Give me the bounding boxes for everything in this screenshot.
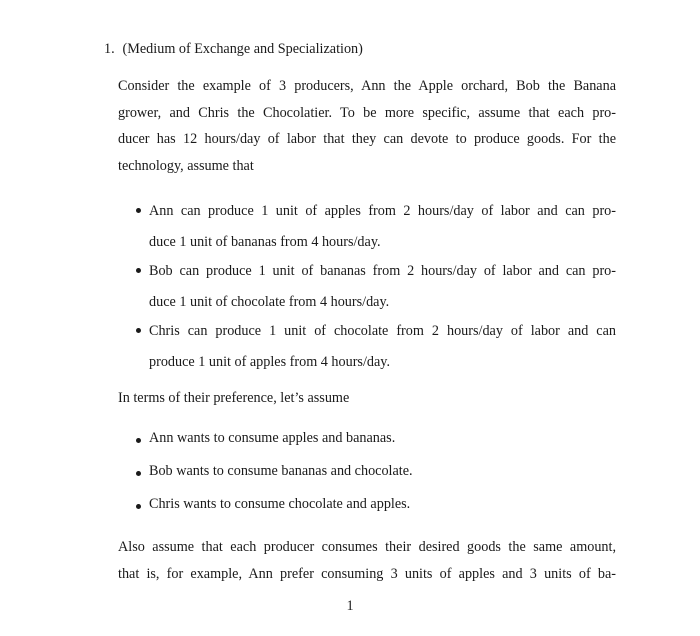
intro-paragraph [118,73,616,179]
intro-line: grower, and Chris the Chocolatier. To be more specific, assume that each pro- [118,104,616,121]
problem-title: (Medium of Exchange and Specialization) [122,41,363,57]
bullet-icon [136,438,141,443]
list-item-line: Chris can produce 1 unit of chocolate from 2 hours/day of labor and can [149,323,616,339]
preference-item-ann [149,430,395,447]
list-item-line: duce 1 unit of bananas from 4 hours/day. [149,234,381,250]
intro-line: technology, assume that [118,157,254,174]
list-item-line: Bob can produce 1 unit of bananas from 2 hours/day of labor and can pro- [149,263,616,279]
problem-heading [104,41,363,58]
technology-item-chris [149,316,616,378]
list-item-line: duce 1 unit of chocolate from 4 hours/day. [149,294,390,310]
technology-item-bob [149,256,616,318]
preference-item-chris [149,496,410,513]
bullet-icon [136,504,141,509]
list-item-text: Chris wants to consume chocolate and apples. [149,496,411,512]
bullet-icon [136,328,141,333]
bullet-icon [136,471,141,476]
preference-item-bob [149,463,413,480]
bullet-icon [136,268,141,273]
closing-paragraph [118,534,616,588]
preference-intro: In terms of their preference, let’s assume [118,390,350,406]
page-number: 1 [346,598,354,614]
list-item-line: produce 1 unit of apples from 4 hours/day. [149,354,390,370]
closing-line: Also assume that each producer consumes their desired goods the same amount, [118,539,616,555]
closing-line: that is, for example, Ann prefer consuming 3 units of apples and 3 units of ba- [118,566,616,582]
technology-item-ann [149,196,616,258]
problem-number: 1. [104,41,115,57]
list-item-text: Bob wants to consume bananas and chocolate. [149,463,413,479]
intro-line: ducer has 12 hours/day of labor that they can devote to produce goods. For the [118,131,616,147]
list-item-text: Ann wants to consume apples and bananas. [149,430,396,446]
intro-line: Consider the example of 3 producers, Ann the Apple orchard, Bob the Banana [118,78,616,94]
list-item-line: Ann can produce 1 unit of apples from 2 hours/day of labor and can pro- [149,203,616,219]
bullet-icon [136,208,141,213]
